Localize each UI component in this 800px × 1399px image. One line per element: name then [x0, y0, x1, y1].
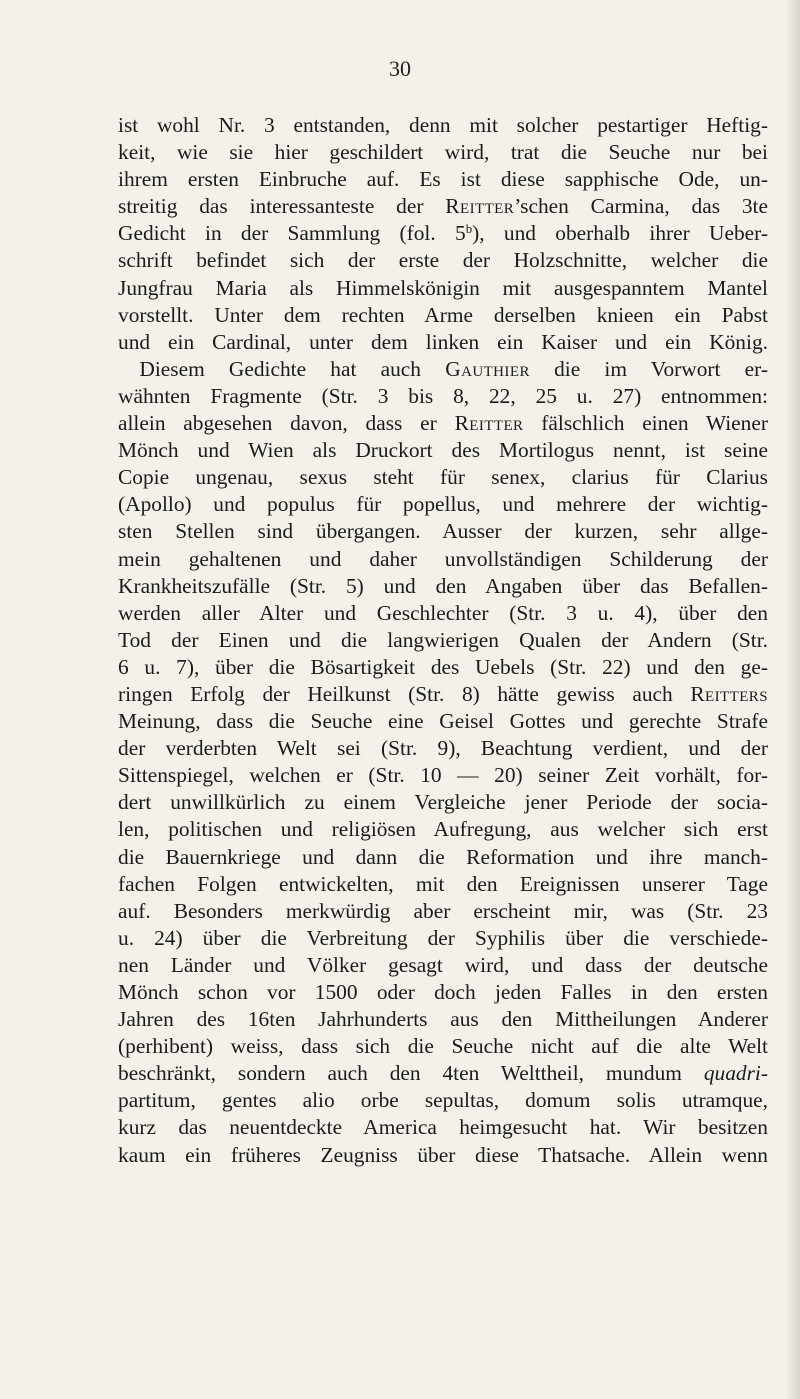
text-line: u. 24) über die Verbreitung der Syphilis über die verschiede-: [118, 925, 768, 950]
text-line: Jahren des 16ten Jahrhunderts aus den Mittheilungen Anderer: [118, 1007, 768, 1032]
text-line: schrift befindet sich der erste der Holzschnitte, welcher die: [118, 248, 768, 273]
text-line: dert unwillkürlich zu einem Vergleiche jener Periode der socia-: [118, 790, 768, 815]
text-line: (perhibent) weiss, dass sich die Seuche nicht auf die alte Welt: [118, 1034, 768, 1059]
italic-latin-phrase: quadri-: [703, 1061, 768, 1086]
text-line: auf. Besonders merkwürdig aber erscheint mir, was (Str. 23: [118, 898, 768, 923]
page-edge-shadow: [786, 0, 800, 1399]
text-line: wähnten Fragmente (Str. 3 bis 8, 22, 25 u. 27) entnommen:: [118, 383, 768, 408]
text-line: (Apollo) und populus für popellus, und mehrere der wichtig-: [118, 492, 768, 517]
text-fragment: die im Vorwort er-: [554, 356, 768, 381]
text-fragment: ), und oberhalb ihrer Ueber-: [472, 221, 768, 246]
text-line: ist wohl Nr. 3 entstanden, denn mit solcher pestartiger Heftig-: [118, 113, 768, 137]
text-line: der verderbten Welt sei (Str. 9), Beachtung verdient, und der: [118, 736, 768, 761]
text-line: fachen Folgen entwickelten, mit den Ereignissen unserer Tage: [118, 871, 768, 896]
text-line: und ein Cardinal, unter dem linken ein Kaiser und ein König.: [118, 329, 768, 354]
text-line: Krankheitszufälle (Str. 5) und den Angaben über das Befallen-: [118, 573, 768, 598]
text-fragment: streitig das interessanteste der: [118, 194, 424, 219]
text-fragment: beschränkt, sondern auch den 4ten Welttheil, mundum: [118, 1061, 682, 1086]
text-line: kaum ein früheres Zeugniss über diese Thatsache. Allein wenn: [118, 1142, 768, 1167]
text-fragment: allein abgesehen davon, dass er: [118, 411, 437, 436]
text-line: werden aller Alter und Geschlechter (Str. 3 u. 4), über den: [118, 600, 768, 625]
author-name-gauthier: Gauthier: [445, 356, 530, 381]
text-fragment: ’schen Carmina, das 3te: [514, 194, 768, 219]
text-line: Copie ungenau, sexus steht für senex, clarius für Clarius: [118, 465, 768, 490]
text-line: Meinung, dass die Seuche eine Geisel Gottes und gerechte Strafe: [118, 709, 768, 734]
text-line: [118, 193, 768, 220]
text-line: nen Länder und Völker gesagt wird, und dass der deutsche: [118, 952, 768, 977]
text-line: [118, 356, 768, 383]
body-paragraph: [118, 112, 768, 1169]
text-line: len, politischen und religiösen Aufregung, aus welcher sich erst: [118, 817, 768, 842]
text-fragment: fälschlich einen Wiener: [541, 411, 768, 436]
text-line: keit, wie sie hier geschildert wird, trat die Seuche nur bei: [118, 140, 768, 165]
text-fragment: Diesem Gedichte hat auch: [139, 356, 421, 381]
text-line: [118, 681, 768, 708]
text-line: partitum, gentes alio orbe sepultas, domum solis utramque,: [118, 1088, 768, 1113]
page-number: 30: [389, 56, 411, 81]
text-line: Sittenspiegel, welchen er (Str. 10 — 20) seiner Zeit vorhält, for-: [118, 763, 768, 788]
text-line: mein gehaltenen und daher unvollständigen Schilderung der: [118, 546, 768, 571]
text-line: 6 u. 7), über die Bösartigkeit des Uebels (Str. 22) und den ge-: [118, 654, 768, 679]
text-line: sten Stellen sind übergangen. Ausser der kurzen, sehr allge-: [118, 519, 768, 544]
author-name-reitters: Reitters: [690, 681, 768, 706]
text-line: vorstellt. Unter dem rechten Arme derselben knieen ein Pabst: [118, 302, 768, 327]
text-line: Tod der Einen und die langwierigen Qualen der Andern (Str.: [118, 627, 768, 652]
text-fragment: ringen Erfolg der Heilkunst (Str. 8) hätte gewiss auch: [118, 681, 673, 706]
text-line: kurz das neuentdeckte America heimgesucht hat. Wir besitzen: [118, 1115, 768, 1140]
text-fragment: Gedicht in der Sammlung (fol. 5: [118, 221, 466, 246]
text-line: [118, 1060, 768, 1087]
text-line: Mönch schon vor 1500 oder doch jeden Falles in den ersten: [118, 980, 768, 1004]
text-line: die Bauernkriege und dann die Reformation und ihre manch-: [118, 844, 768, 869]
text-line: [118, 220, 768, 247]
superscript: b: [465, 222, 473, 237]
text-line: Mönch und Wien als Druckort des Mortilogus nennt, ist seine: [118, 438, 768, 463]
text-line: Jungfrau Maria als Himmelskönigin mit ausgespanntem Mantel: [118, 275, 768, 300]
author-name-reitter: Reitter: [454, 411, 524, 436]
text-line: [118, 410, 768, 437]
author-name-reitter: Reitter: [445, 194, 515, 219]
text-line: ihrem ersten Einbruche auf. Es ist diese sapphische Ode, un-: [118, 167, 768, 192]
